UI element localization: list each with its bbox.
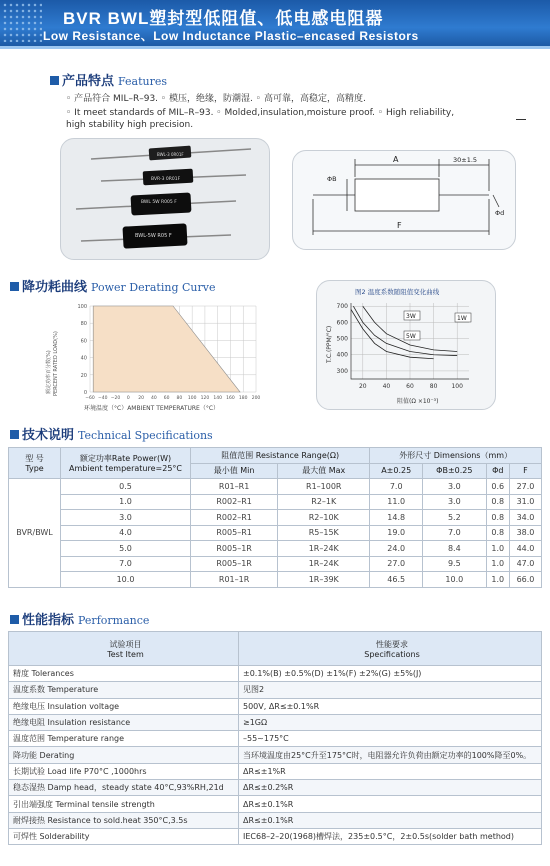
spec-cell: 10.0 bbox=[61, 572, 191, 588]
power-derating-chart bbox=[44, 296, 274, 416]
perf-test-item: 稳态湿热 Damp head，steady state 40°C,93%RH,21d bbox=[9, 780, 239, 796]
spec-row bbox=[9, 494, 542, 510]
derating-area bbox=[93, 306, 240, 392]
spec-cell: 3.0 bbox=[423, 479, 487, 495]
resistor-1-marking: BWL-3 0R01F bbox=[157, 152, 184, 157]
y-tick-label: 300 bbox=[336, 367, 348, 375]
perf-row bbox=[9, 796, 542, 812]
square-bullet-icon bbox=[10, 430, 19, 439]
y-tick-label: 20 bbox=[80, 372, 87, 379]
tc-curve-ylabel: T.C.(PPM/°C) bbox=[326, 325, 333, 363]
perf-header-item: 试验项目 Test Item bbox=[9, 632, 239, 666]
spec-row bbox=[9, 479, 542, 495]
spec-cell: R01–R1 bbox=[191, 479, 278, 495]
x-tick-label: 80 bbox=[429, 383, 438, 390]
tech-spec-heading-en: Technical Specifications bbox=[78, 429, 213, 442]
spec-cell: R002–R1 bbox=[191, 494, 278, 510]
x-tick-label: 200 bbox=[251, 396, 261, 401]
spec-cell: 7.0 bbox=[61, 556, 191, 572]
feature-line-en-1: ◦ It meet standards of MIL–R–93. ◦ Molded,insulation,moisture proof. ◦ High reliability, bbox=[66, 108, 455, 118]
spec-cell: R005–1R bbox=[191, 541, 278, 557]
spec-cell: 38.0 bbox=[509, 525, 541, 541]
spec-cell: 24.0 bbox=[370, 541, 423, 557]
spec-row bbox=[9, 510, 542, 526]
y-tick-label: 40 bbox=[80, 355, 87, 362]
tc-tag-1w: 1W bbox=[457, 315, 467, 322]
x-tick-label: 100 bbox=[187, 396, 197, 401]
spec-cell: 19.0 bbox=[370, 525, 423, 541]
spec-header-type: 型 号 Type bbox=[9, 448, 61, 479]
x-tick-label: 100 bbox=[451, 383, 463, 390]
y-tick-label: 700 bbox=[336, 303, 348, 311]
x-tick-label: −40 bbox=[98, 396, 108, 401]
feature-line-zh: ◦ 产品符合 MIL–R–93. ◦ 模压，绝缘，防潮湿. ◦ 高可靠，高稳定，高精度. bbox=[66, 94, 366, 104]
spec-cell: R002–R1 bbox=[191, 510, 278, 526]
spec-header-b: ΦB±0.25 bbox=[423, 463, 487, 479]
y-tick-label: 0 bbox=[83, 390, 87, 396]
spec-cell: 11.0 bbox=[370, 494, 423, 510]
tc-curve-chart bbox=[317, 281, 496, 410]
spec-header-min: 最小值 Min bbox=[191, 463, 278, 479]
spec-header-a: A±0.25 bbox=[370, 463, 423, 479]
spec-cell: R2–1K bbox=[278, 494, 370, 510]
page-title-en: Low Resistance、Low Inductance Plastic–encased Resistors bbox=[43, 29, 419, 43]
features-heading-zh: 产品特点 bbox=[62, 74, 115, 89]
spec-cell: 5.0 bbox=[61, 541, 191, 557]
power-curve-heading bbox=[10, 276, 215, 295]
features-heading bbox=[50, 70, 167, 89]
resistor-3-marking: BWL 5W R005 F bbox=[141, 200, 177, 205]
x-tick-label: 40 bbox=[382, 383, 391, 390]
spec-header-range: 阻值范围 Resistance Range(Ω) bbox=[191, 448, 370, 464]
spec-cell: R01–1R bbox=[191, 572, 278, 588]
x-tick-label: 80 bbox=[176, 396, 183, 401]
spec-header-d: Φd bbox=[486, 463, 509, 479]
tc-curve-panel bbox=[316, 280, 496, 410]
spec-cell: 10.0 bbox=[423, 572, 487, 588]
resistor-photo-illustration bbox=[61, 139, 270, 260]
page-title-zh: BVR BWL塑封型低阻值、低电感电阻器 bbox=[63, 9, 384, 28]
dimension-a-label: A bbox=[393, 155, 399, 164]
dimension-lead-label: 30±1.5 bbox=[453, 156, 478, 164]
y-tick-label: 100 bbox=[77, 304, 87, 310]
spec-cell: 44.0 bbox=[509, 541, 541, 557]
spec-cell: 1R–39K bbox=[278, 572, 370, 588]
header-divider bbox=[0, 46, 550, 49]
y-tick-label: 60 bbox=[80, 338, 87, 345]
perf-spec-value: ΔR≤±0.1%R bbox=[239, 812, 542, 828]
x-tick-label: −20 bbox=[110, 396, 121, 401]
spec-cell: 8.4 bbox=[423, 541, 487, 557]
y-tick-label: 500 bbox=[336, 335, 348, 343]
performance-heading-en: Performance bbox=[78, 614, 150, 627]
spec-cell: 0.8 bbox=[486, 525, 509, 541]
perf-test-item: 温度系数 Temperature bbox=[9, 682, 239, 698]
square-bullet-icon bbox=[10, 282, 19, 291]
perf-row bbox=[9, 698, 542, 714]
tc-curve-title: 图2 温度系数随阻值变化曲线 bbox=[355, 288, 440, 296]
header-dot-pattern bbox=[2, 2, 42, 42]
feature-line-en-2: high stability high precision. bbox=[66, 120, 194, 130]
x-tick-label: 60 bbox=[163, 396, 170, 401]
x-tick-label: 120 bbox=[200, 396, 210, 401]
resistor-4-marking: BWL-5W R05 F bbox=[135, 233, 172, 239]
spec-cell: 3.0 bbox=[423, 494, 487, 510]
perf-row bbox=[9, 812, 542, 828]
spec-cell: R005–1R bbox=[191, 556, 278, 572]
perf-row bbox=[9, 828, 542, 844]
tc-curve-xlabel: 阻值(Ω ×10⁻³) bbox=[397, 398, 439, 405]
x-tick-label: −60 bbox=[85, 396, 95, 401]
y-tick-label: 80 bbox=[80, 321, 87, 328]
x-tick-label: 0 bbox=[126, 396, 130, 401]
tech-spec-table bbox=[8, 447, 542, 588]
perf-row bbox=[9, 682, 542, 698]
tech-spec-heading-zh: 技术说明 bbox=[22, 428, 75, 443]
spec-cell: 7.0 bbox=[423, 525, 487, 541]
spec-cell: 1.0 bbox=[486, 556, 509, 572]
perf-test-item: 绝缘电阻 Insulation resistance bbox=[9, 714, 239, 730]
series-line-3w bbox=[351, 309, 434, 358]
spec-header-dimensions: 外形尺寸 Dimensions（mm） bbox=[370, 448, 542, 464]
perf-test-item: 耐焊接热 Resistance to sold.heat 350°C,3.5s bbox=[9, 812, 239, 828]
spec-cell: 27.0 bbox=[370, 556, 423, 572]
perf-row bbox=[9, 731, 542, 747]
x-tick-label: 180 bbox=[238, 396, 248, 401]
spec-cell: 46.5 bbox=[370, 572, 423, 588]
perf-row bbox=[9, 763, 542, 779]
spec-cell: 1.0 bbox=[486, 572, 509, 588]
resistor-2-marking: BVR-3 0R01F bbox=[151, 177, 181, 182]
spec-cell: 0.6 bbox=[486, 479, 509, 495]
perf-spec-value: ≥1GΩ bbox=[239, 714, 542, 730]
perf-test-item: 绝缘电压 Insulation voltage bbox=[9, 698, 239, 714]
tc-tag-5w: 5W bbox=[406, 333, 416, 340]
spec-cell: 3.0 bbox=[61, 510, 191, 526]
dimension-drawing-panel bbox=[292, 150, 516, 250]
spec-cell: R2–10K bbox=[278, 510, 370, 526]
spec-cell: R1–100R bbox=[278, 479, 370, 495]
perf-test-item: 温度范围 Temperature range bbox=[9, 731, 239, 747]
x-tick-label: 40 bbox=[150, 396, 157, 401]
spec-row bbox=[9, 525, 542, 541]
performance-heading bbox=[10, 609, 149, 628]
power-curve-heading-en: Power Derating Curve bbox=[91, 281, 216, 294]
dimension-d-label: Φd bbox=[495, 209, 505, 217]
perf-spec-value: 见图2 bbox=[239, 682, 542, 698]
performance-heading-zh: 性能指标 bbox=[22, 613, 75, 628]
y-tick-label: 400 bbox=[336, 351, 348, 359]
perf-header-spec: 性能要求 Specifications bbox=[239, 632, 542, 666]
spec-cell: 0.8 bbox=[486, 510, 509, 526]
spec-header-f: F bbox=[509, 463, 541, 479]
perf-spec-value: ±0.1%(B) ±0.5%(D) ±1%(F) ±2%(G) ±5%(J) bbox=[239, 666, 542, 682]
perf-row bbox=[9, 747, 542, 763]
spec-cell: R005–R1 bbox=[191, 525, 278, 541]
spec-cell: 47.0 bbox=[509, 556, 541, 572]
perf-test-item: 引出端强度 Terminal tensile strength bbox=[9, 796, 239, 812]
features-heading-en: Features bbox=[118, 75, 168, 88]
perf-spec-value: 当环境温度由25°C升至175°C时，电阻器允许负荷由额定功率的100%降至0%。 bbox=[239, 747, 542, 763]
spec-header-power: 额定功率Rate Power(W) Ambient temperature=25°C bbox=[61, 448, 191, 479]
spec-row bbox=[9, 556, 542, 572]
spec-cell: 0.8 bbox=[486, 494, 509, 510]
page-header bbox=[0, 0, 550, 46]
perf-row bbox=[9, 780, 542, 796]
divider-mark bbox=[516, 119, 526, 120]
perf-test-item: 精度 Tolerances bbox=[9, 666, 239, 682]
perf-spec-value: IEC68–2–20(1968)槽焊法，235±0.5°C，2±0.5s(solder bath method) bbox=[239, 828, 542, 844]
x-tick-label: 20 bbox=[358, 383, 367, 390]
perf-row bbox=[9, 714, 542, 730]
perf-spec-value: ΔR≤±1%R bbox=[239, 763, 542, 779]
spec-cell: 4.0 bbox=[61, 525, 191, 541]
spec-cell: 1R–24K bbox=[278, 541, 370, 557]
spec-cell: 14.8 bbox=[370, 510, 423, 526]
spec-cell: 1.0 bbox=[61, 494, 191, 510]
perf-spec-value: 500V, ΔR≤±0.1%R bbox=[239, 698, 542, 714]
x-tick-label: 140 bbox=[213, 396, 222, 401]
spec-cell: 0.5 bbox=[61, 479, 191, 495]
spec-cell: 31.0 bbox=[509, 494, 541, 510]
spec-cell: R5–15K bbox=[278, 525, 370, 541]
square-bullet-icon bbox=[10, 615, 19, 624]
tech-spec-heading bbox=[10, 424, 213, 443]
spec-type-cell: BVR/BWL bbox=[9, 479, 61, 588]
x-tick-label: 160 bbox=[226, 396, 235, 401]
spec-cell: 66.0 bbox=[509, 572, 541, 588]
perf-test-item: 长期试验 Load life P70°C ,1000hrs bbox=[9, 763, 239, 779]
spec-cell: 34.0 bbox=[509, 510, 541, 526]
power-curve-ylabel-en: PERCENT RATED LOAD(%) bbox=[53, 331, 59, 396]
spec-cell: 7.0 bbox=[370, 479, 423, 495]
y-tick-label: 600 bbox=[336, 319, 348, 327]
perf-spec-value: ΔR≤±0.2%R bbox=[239, 780, 542, 796]
perf-spec-value: –55~175°C bbox=[239, 731, 542, 747]
performance-table bbox=[8, 631, 542, 845]
resistor-photo-panel bbox=[60, 138, 270, 260]
spec-cell: 27.0 bbox=[509, 479, 541, 495]
spec-row bbox=[9, 572, 542, 588]
square-bullet-icon bbox=[50, 76, 59, 85]
spec-cell: 9.5 bbox=[423, 556, 487, 572]
spec-cell: 1R–24K bbox=[278, 556, 370, 572]
power-curve-xlabel: 环境温度（°C）AMBIENT TEMPERATURE（°C） bbox=[84, 405, 220, 412]
spec-row bbox=[9, 541, 542, 557]
tc-tag-3w: 3W bbox=[406, 313, 416, 320]
dimension-b-label: ΦB bbox=[327, 175, 337, 183]
perf-test-item: 可焊性 Solderability bbox=[9, 828, 239, 844]
dimension-f-label: F bbox=[397, 221, 402, 230]
power-curve-heading-zh: 降功耗曲线 bbox=[22, 280, 88, 295]
perf-spec-value: ΔR≤±0.1%R bbox=[239, 796, 542, 812]
x-tick-label: 60 bbox=[406, 383, 414, 390]
power-curve-ylabel-zh: 额定功率百分数(%) bbox=[46, 350, 52, 394]
x-tick-label: 20 bbox=[138, 396, 144, 401]
spec-cell: 5.2 bbox=[423, 510, 487, 526]
perf-test-item: 降功能 Derating bbox=[9, 747, 239, 763]
spec-cell: 1.0 bbox=[486, 541, 509, 557]
dimension-drawing bbox=[293, 151, 516, 250]
spec-header-max: 最大值 Max bbox=[278, 463, 370, 479]
perf-row bbox=[9, 666, 542, 682]
